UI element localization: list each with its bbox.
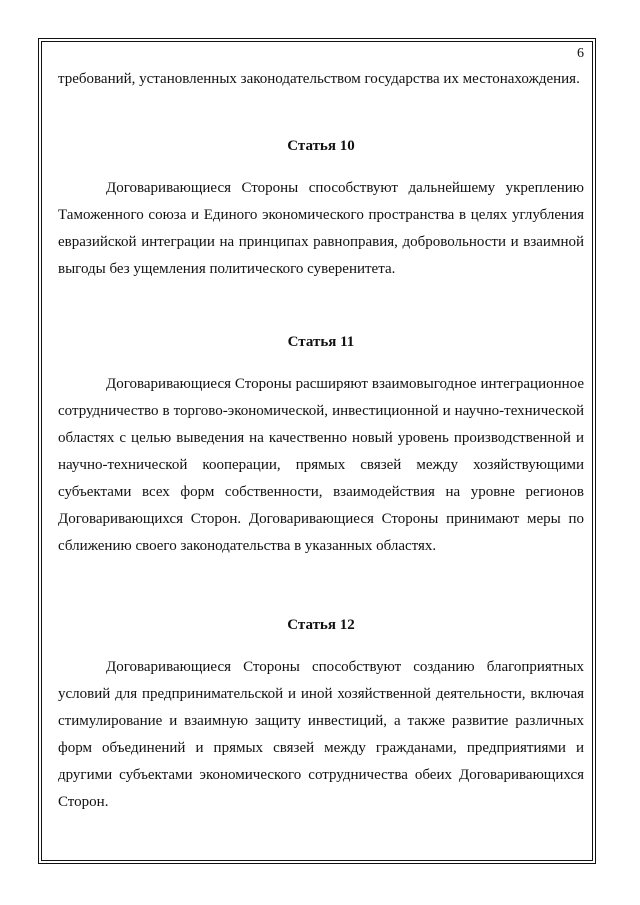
document-page <box>38 38 596 864</box>
article-10-heading: Статья 10 <box>287 138 355 154</box>
article-11-text: Договаривающиеся Стороны расширяют взаимовыгодное интеграционное сотрудничество в торгово-экономической, инвестиционной и научно-технической областях с целью выведения на качественно новый уровень производственной и научно-технической кооперации, прямых связей между хозяйствующими субъектами всех форм собственности, взаимодействия на уровне регионов Договаривающихся Сторон. Договаривающиеся Стороны принимают меры по сближению своего законодательства в указанных областях. <box>58 376 584 554</box>
article-12-heading: Статья 12 <box>287 617 355 633</box>
article-12-text: Договаривающиеся Стороны способствуют созданию благоприятных условий для предпринимательской и иной хозяйственной деятельности, включая стимулирование и взаимную защиту инвестиций, а также развитие различных форм объединений и прямых связей между гражданами, предприятиями и другими субъектами экономического сотрудничества обеих Договаривающихся Сторон. <box>58 659 584 810</box>
intro-paragraph: требований, установленных законодательством государства их местонахождения. <box>58 71 580 87</box>
document-content <box>58 66 584 816</box>
page-number: 6 <box>577 46 584 61</box>
article-11-heading: Статья 11 <box>287 334 355 350</box>
article-10-text: Договаривающиеся Стороны способствуют дальнейшему укреплению Таможенного союза и Единого экономического пространства в целях углубления евразийской интеграции на принципах равноправия, добровольности и взаимной выгоды без ущемления политического суверенитета. <box>58 180 584 277</box>
